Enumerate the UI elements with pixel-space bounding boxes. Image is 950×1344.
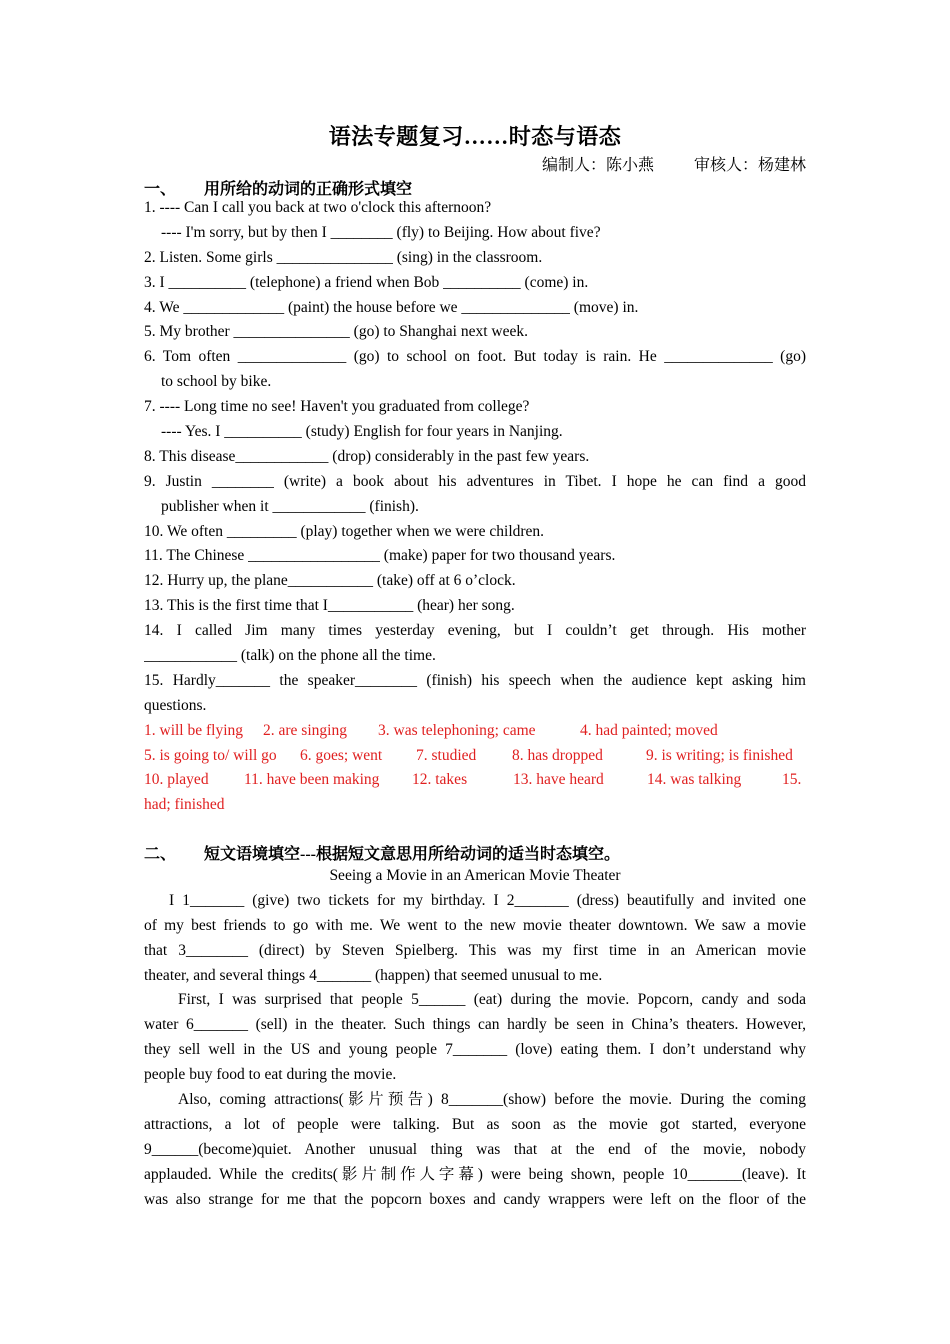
answer-line	[144, 744, 806, 769]
passage-line: I 1_______ (give) two tickets for my birthday. I 2_______ (dress) beautifully and invited one	[169, 891, 806, 909]
question-line: 1. ---- Can I call you back at two o'clock this afternoon?	[144, 199, 492, 216]
question-line: 7. ---- Long time no see! Haven't you graduated from college?	[144, 398, 530, 416]
question-line: 6. Tom often ______________ (go) to school on foot. But today is rain. He ______________ (go)	[144, 348, 806, 366]
question-line: 15. Hardly_______ the speaker________ (finish) his speech when the audience kept asking him	[144, 671, 806, 689]
question-line: 13. This is the first time that I___________ (hear) her song.	[144, 597, 515, 615]
answer-item: 11. have been making	[244, 771, 380, 789]
passage-line: was also strange for me that the popcorn boxes and candy wrappers were left on the floor of the	[144, 1190, 806, 1208]
answer-item: 6. goes; went	[300, 746, 383, 764]
question-line: 14. I called Jim many times yesterday evening, but I couldn’t get through. His mother	[144, 622, 806, 640]
answer-item: 4. had painted; moved	[580, 721, 718, 739]
passage-line: of my best friends to go with me. We went to the new movie theater downtown. We saw a movie	[144, 916, 806, 934]
passage-title: Seeing a Movie in an American Movie Theater	[329, 867, 621, 884]
passage-line: people buy food to eat during the movie.	[144, 1066, 397, 1084]
answer-item: 14. was talking	[647, 771, 742, 789]
answer-item: 9. is writing; is finished	[646, 746, 793, 764]
answer-item: 7. studied	[416, 746, 477, 764]
questions-list	[144, 196, 806, 818]
question-line: 8. This disease____________ (drop) considerably in the past few years.	[144, 447, 590, 465]
passage-line: that 3________ (direct) by Steven Spielberg. This was my first time in an American movie	[144, 941, 806, 959]
answer-line	[144, 719, 806, 744]
question-line: 12. Hurry up, the plane___________ (take) off at 6 o’clock.	[144, 572, 516, 590]
section-1-number: 一、	[144, 181, 177, 198]
question-line: questions.	[144, 696, 207, 714]
question-line: 10. We often _________ (play) together when we were children.	[144, 522, 545, 540]
question-line: ____________ (talk) on the phone all the time.	[144, 647, 436, 665]
answer-item: 1. will be flying	[144, 721, 244, 739]
passage-line: 9______(become)quiet. Another unusual thing was that at the end of the movie, nobody	[144, 1140, 806, 1158]
passage-line: water 6_______ (sell) in the theater. Such things can hardly be seen in China’s theaters. However,	[144, 1016, 806, 1034]
answer-item: 13. have heard	[513, 771, 604, 789]
passage-line: they sell well in the US and young people 7_______ (love) eating them. I don’t understand why	[144, 1041, 806, 1059]
page-title: 语法专题复习……时态与语态	[328, 124, 622, 149]
question-line: 9. Justin ________ (write) a book about his adventures in Tibet. I hope he can find a good	[144, 472, 806, 490]
question-line: 11. The Chinese _________________ (make) paper for two thousand years.	[144, 547, 616, 565]
section-2-number: 二、	[144, 846, 177, 863]
answer-item: 3. was telephoning; came	[378, 721, 536, 739]
answer-item: 2. are singing	[263, 721, 347, 739]
passage-line: Also, coming attractions(影片预告) 8_______(show) before the movie. During the coming	[178, 1091, 806, 1109]
answer-item: 10. played	[144, 771, 209, 789]
question-line: ---- I'm sorry, but by then I ________ (fly) to Beijing. How about five?	[161, 223, 601, 241]
answer-line	[144, 793, 806, 818]
section-2-heading	[144, 841, 620, 864]
answer-item: 5. is going to/ will go	[144, 746, 277, 764]
question-line: 3. I __________ (telephone) a friend when Bob __________ (come) in.	[144, 273, 589, 291]
passage-line: First, I was surprised that people 5______ (eat) during the movie. Popcorn, candy and soda	[178, 991, 806, 1009]
answer-item: 15.	[782, 771, 802, 789]
section-2-title: 短文语境填空---根据短文意思用所给动词的适当时态填空。	[204, 846, 621, 863]
question-line: 4. We _____________ (paint) the house before we ______________ (move) in.	[144, 298, 639, 316]
question-line: to school by bike.	[161, 373, 272, 391]
passage-line: attractions, a lot of people were talking. But as soon as the movie got started, everyone	[144, 1115, 806, 1133]
answer-item: 12. takes	[412, 771, 468, 789]
answer-line	[144, 768, 806, 793]
passage	[144, 864, 806, 1212]
question-line: 2. Listen. Some girls _______________ (sing) in the classroom.	[144, 248, 543, 266]
passage-line: applauded. While the credits(影片制作人字幕) were being shown, people 10_______(leave). It	[144, 1165, 806, 1183]
question-line: ---- Yes. I __________ (study) English for four years in Nanjing.	[161, 423, 563, 441]
answer-item: 8. has dropped	[512, 746, 603, 764]
authors-line: 编制人：陈小燕 审核人：杨建林	[541, 157, 806, 174]
passage-line: theater, and several things 4_______ (happen) that seemed unusual to me.	[144, 966, 603, 984]
question-line: 5. My brother _______________ (go) to Shanghai next week.	[144, 323, 528, 341]
section-1-title: 用所给的动词的正确形式填空	[204, 181, 413, 198]
answer-item: had; finished	[144, 796, 225, 814]
question-line: publisher when it ____________ (finish).	[161, 497, 419, 515]
